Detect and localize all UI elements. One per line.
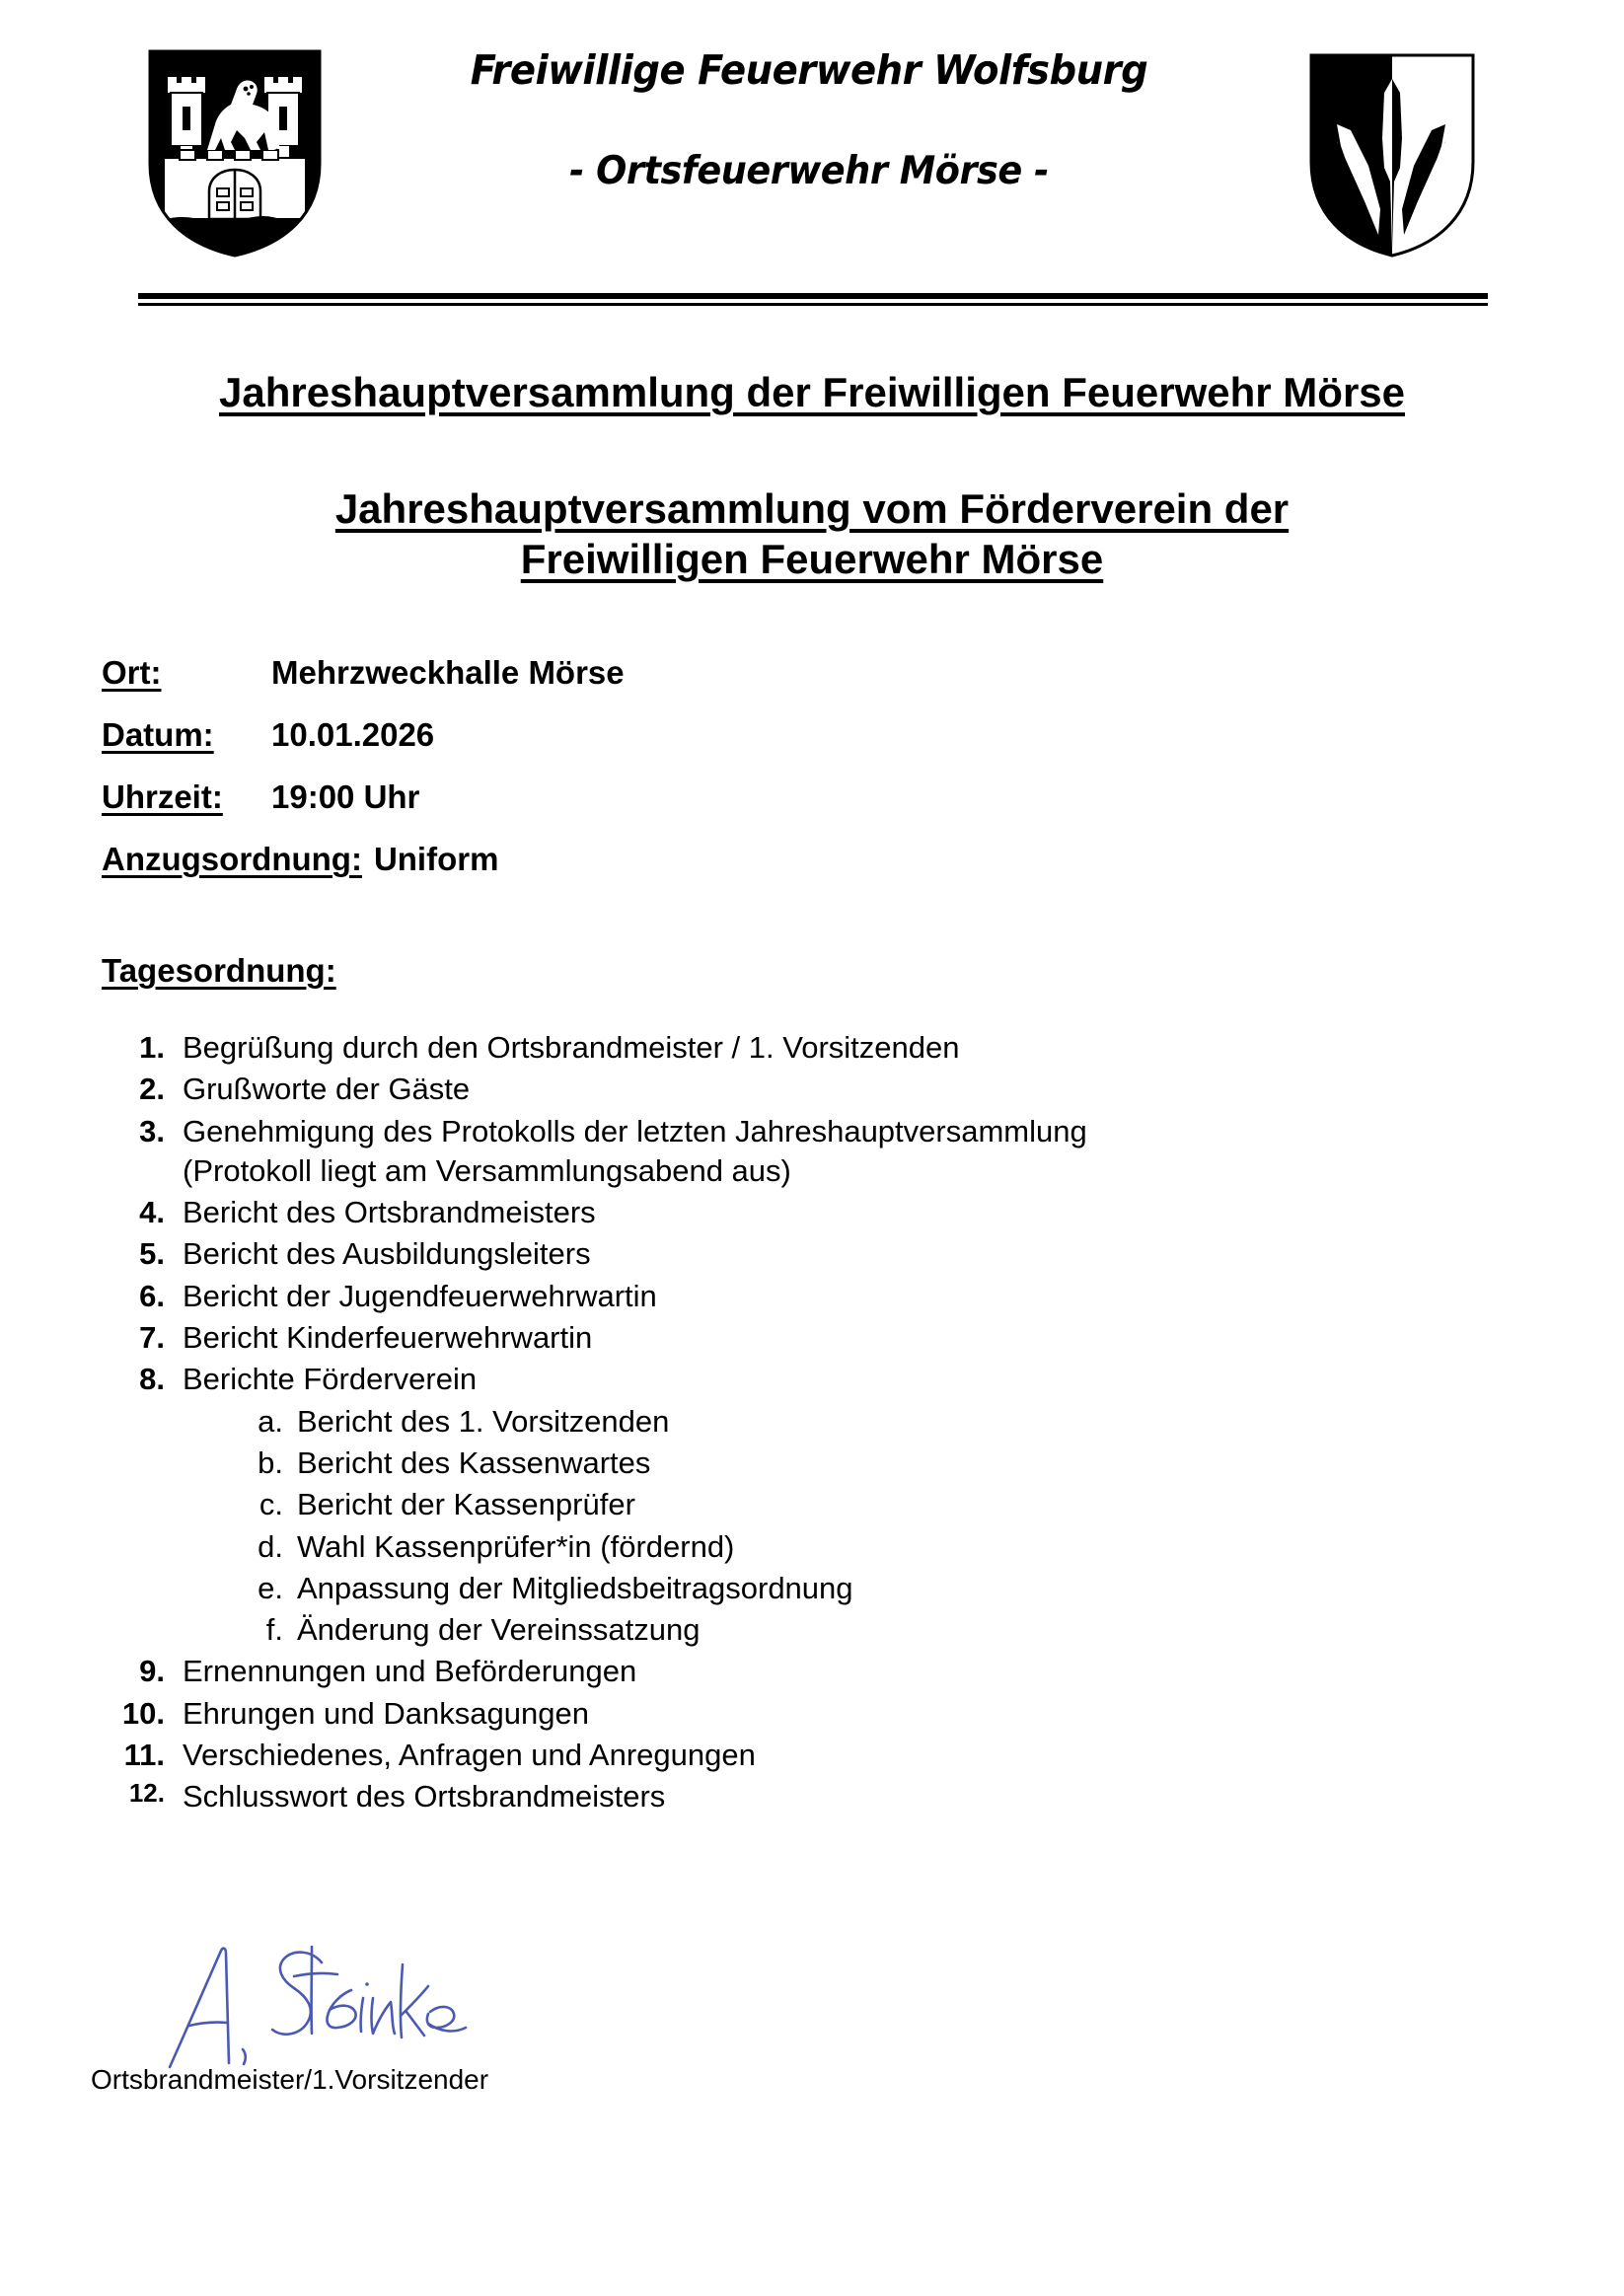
agenda-subitem-letter: a. (258, 1403, 283, 1439)
agenda-item-text: Grußworte der Gäste (183, 1072, 471, 1107)
document-header (0, 0, 1624, 296)
agenda-item-number: 12. (128, 1778, 165, 1809)
agenda-item (102, 1028, 1503, 1068)
detail-row-datum (102, 716, 625, 754)
agenda-item-number: 8. (139, 1362, 165, 1397)
agenda-item (102, 1318, 1503, 1358)
event-details (102, 654, 625, 903)
agenda-subitem-letter: f. (265, 1612, 283, 1648)
agenda-item-text: Begrüßung durch den Ortsbrandmeister / 1. Vorsitzenden (183, 1030, 960, 1065)
agenda-item-text: Schlusswort des Ortsbrandmeisters (183, 1779, 666, 1815)
agenda-subitem (248, 1402, 1503, 1442)
agenda-subitem (248, 1610, 1503, 1650)
agenda-item-text: Genehmigung des Protokolls der letzten Jahreshauptversammlung (183, 1113, 1087, 1148)
agenda-item (102, 1070, 1503, 1109)
detail-label-uhrzeit: Uhrzeit: (102, 778, 223, 815)
agenda-subitem-letter: d. (258, 1528, 283, 1564)
agenda-item (102, 1234, 1503, 1274)
agenda-item-number: 10. (121, 1695, 165, 1731)
detail-label-anzugsordnung: Anzugsordnung: (102, 841, 362, 877)
agenda-item-number: 1. (139, 1030, 165, 1065)
agenda-subitem-text: Bericht des 1. Vorsitzenden (297, 1403, 670, 1439)
detail-label-ort: Ort: (102, 654, 162, 691)
agenda-item-number: 2. (139, 1072, 165, 1107)
detail-value-anzugsordnung: Uniform (373, 841, 499, 877)
agenda-item-number: 9. (139, 1654, 165, 1689)
detail-row-uhrzeit (102, 778, 625, 816)
agenda-item-text: Bericht des Ausbildungsleiters (183, 1236, 591, 1272)
divider-thin-line (138, 303, 1488, 306)
agenda-list (102, 1028, 1503, 1819)
page-title-primary-text: Jahreshauptversammlung der Freiwilligen Feuerwehr Mörse (218, 369, 1406, 415)
agenda-item-number: 6. (139, 1278, 165, 1313)
organisation-subtitle: - Ortsfeuerwehr Mörse - (569, 149, 1049, 194)
agenda-item-number: 7. (139, 1320, 165, 1356)
agenda-item (102, 1777, 1503, 1816)
agenda-item (102, 1736, 1503, 1775)
agenda-subitem (248, 1569, 1503, 1608)
agenda-subitem-letter: b. (258, 1444, 283, 1480)
header-title-block (326, 46, 1292, 194)
agenda-subitem-text: Wahl Kassenprüfer*in (fördernd) (297, 1528, 735, 1564)
agenda-subitem (248, 1444, 1503, 1483)
agenda-subitem-text: Anpassung der Mitgliedsbeitragsordnung (297, 1570, 853, 1605)
page-title-secondary-line2: Freiwilligen Feuerwehr Mörse (520, 536, 1104, 583)
agenda-subitem-text: Bericht der Kassenprüfer (297, 1487, 635, 1522)
agenda-subitem-text: Bericht des Kassenwartes (297, 1444, 651, 1480)
agenda-item-text: Ernennungen und Beförderungen (183, 1654, 637, 1689)
header-divider (138, 293, 1488, 306)
agenda-item-text: Bericht Kinderfeuerwehrwartin (183, 1320, 593, 1356)
agenda-item-number: 4. (139, 1195, 165, 1230)
agenda-item (102, 1652, 1503, 1691)
agenda-item-text: Verschiedenes, Anfragen und Anregungen (183, 1738, 756, 1773)
detail-value-ort: Mehrzweckhalle Mörse (271, 654, 625, 691)
detail-row-ort (102, 654, 625, 692)
moerse-coat-of-arms-icon (1307, 51, 1477, 259)
agenda-item-continuation: (Protokoll liegt am Versammlungsabend aus) (183, 1152, 791, 1188)
agenda-item (102, 1694, 1503, 1734)
detail-value-datum: 10.01.2026 (271, 716, 435, 753)
agenda-item-text: Bericht des Ortsbrandmeisters (183, 1195, 596, 1230)
agenda-item (102, 1112, 1503, 1192)
agenda-item-number: 5. (139, 1236, 165, 1272)
signature-caption: Ortsbrandmeister/1.Vorsitzender (91, 2064, 489, 2095)
agenda-item (102, 1360, 1503, 1399)
detail-value-uhrzeit: 19:00 Uhr (271, 778, 420, 815)
agenda-item-text: Ehrungen und Danksagungen (183, 1695, 589, 1731)
agenda-item-number: 3. (139, 1113, 165, 1148)
page-title-secondary (0, 483, 1624, 584)
agenda-subitem (248, 1527, 1503, 1567)
agenda-subitem-text: Änderung der Vereinssatzung (297, 1612, 701, 1648)
agenda-item (102, 1193, 1503, 1232)
agenda-subitem (248, 1485, 1503, 1524)
agenda-item-text: Berichte Förderverein (183, 1362, 478, 1397)
wolfsburg-coat-of-arms-icon (146, 47, 324, 259)
page-title-primary (0, 367, 1624, 417)
agenda-item-text-wrapper (183, 1112, 1503, 1192)
agenda-item (102, 1277, 1503, 1316)
agenda-subitem-letter: c. (258, 1487, 283, 1522)
agenda-heading: Tagesordnung: (102, 952, 336, 989)
agenda-subitem-letter: e. (258, 1570, 283, 1605)
detail-row-anzugsordnung (102, 841, 625, 878)
agenda-item-text: Bericht der Jugendfeuerwehrwartin (183, 1278, 657, 1313)
organisation-title: Freiwillige Feuerwehr Wolfsburg (470, 46, 1148, 94)
signature-image (148, 1929, 562, 2077)
page-title-secondary-line1: Jahreshauptversammlung vom Förderverein der (334, 485, 1290, 532)
agenda-item-number: 11. (123, 1738, 165, 1773)
detail-label-datum: Datum: (102, 716, 214, 753)
